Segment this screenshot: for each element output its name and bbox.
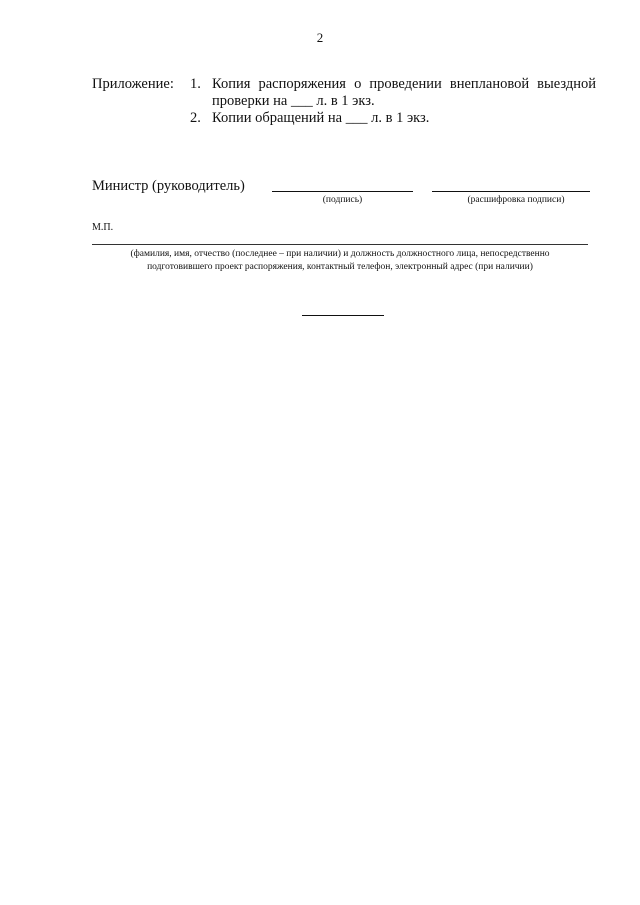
appendix-item <box>190 110 596 127</box>
signatory-title: Министр (руководитель) <box>92 178 245 194</box>
end-of-document-rule <box>302 315 384 316</box>
page-number: 2 <box>316 30 324 45</box>
footer-note <box>92 248 588 274</box>
signature-block <box>92 176 600 210</box>
stamp-label: М.П. <box>92 222 114 233</box>
appendix-item-text: Копия распоряжения о проведении внеплановой выездной проверки на ___ л. в 1 экз. <box>212 76 596 109</box>
signature-decode-caption: (расшифровка подписи) <box>467 195 565 205</box>
signature-line <box>272 191 413 192</box>
appendix-item <box>190 76 596 110</box>
appendix-label: Приложение: <box>92 76 174 92</box>
footer-note-line: подготовившего проект распоряжения, контактный телефон, электронный адрес (при наличии) <box>147 262 533 272</box>
appendix-item-text: Копии обращений на ___ л. в 1 экз. <box>212 110 430 126</box>
footer-note-line: (фамилия, имя, отчество (последнее – при наличии) и должность должностного лица, непосредственно <box>130 249 550 259</box>
signature-caption: (подпись) <box>322 195 363 205</box>
footer-divider <box>92 244 588 245</box>
appendix-item-number: 1. <box>190 76 201 92</box>
signature-decode-line <box>432 191 590 192</box>
appendix-item-number: 2. <box>190 110 201 126</box>
appendix-list <box>190 76 596 127</box>
